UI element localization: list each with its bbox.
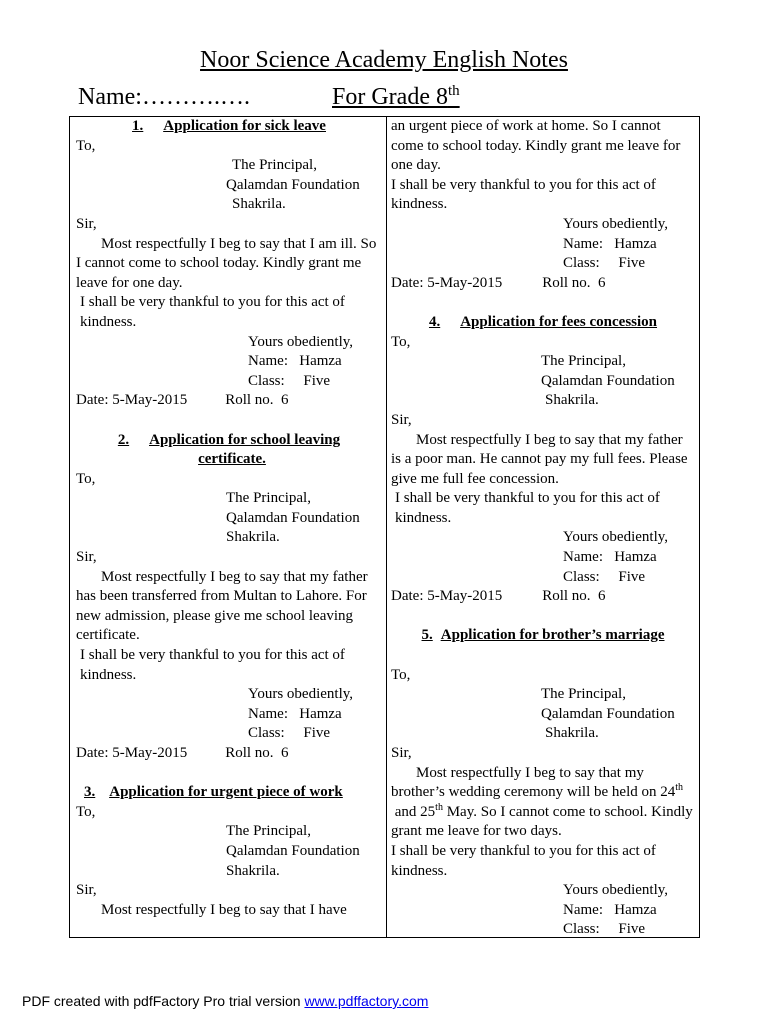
thanks-line: I shall be very thankful to you for this act of kindness. xyxy=(395,490,660,526)
thanks-line: I shall be very thankful to you for this act of kindness. xyxy=(80,294,345,330)
recipient-line: Qalamdan Foundation xyxy=(541,372,675,389)
application-4-heading: 4. Application for fees concession xyxy=(428,313,658,330)
application-body: Most respectfully I beg to say that I have xyxy=(101,901,347,918)
recipient-line: Shakrila. xyxy=(545,725,599,742)
signoff-name: Name: Hamza xyxy=(563,549,657,566)
signoff: Yours obediently, xyxy=(248,686,354,703)
signoff: Yours obediently, xyxy=(563,215,669,232)
recipient-line: The Principal, xyxy=(226,490,311,507)
application-body-cont: an urgent piece of work at home. So I cannot come to school today. Kindly grant me leave for one day. xyxy=(391,118,681,174)
signoff-class: Class: Five xyxy=(563,255,646,272)
salutation-to: To, xyxy=(76,803,96,820)
salutation-sir: Sir, xyxy=(391,411,412,428)
signoff-name: Name: Hamza xyxy=(563,901,657,918)
signoff-name: Name: Hamza xyxy=(563,235,657,252)
salutation-sir: Sir, xyxy=(76,882,97,899)
salutation-sir: Sir, xyxy=(76,549,97,566)
signoff: Yours obediently, xyxy=(248,333,354,350)
pdf-footer xyxy=(22,993,428,1009)
date-roll-line: Date: 5-May-2015 Roll no. 6 xyxy=(391,588,606,605)
application-body: Most respectfully I beg to say that my father is a poor man. He cannot pay my full fees. Please give me full fee concession. xyxy=(391,431,688,487)
recipient-line: Qalamdan Foundation xyxy=(541,705,675,722)
recipient-line: Shakrila. xyxy=(226,862,280,879)
application-2-heading-cont: certificate. xyxy=(198,451,266,468)
recipient-line: Shakrila. xyxy=(545,392,599,409)
recipient-line: Qalamdan Foundation xyxy=(226,842,360,859)
thanks-line: I shall be very thankful to you for this act of kindness. xyxy=(391,842,656,879)
signoff-name: Name: Hamza xyxy=(248,705,342,722)
recipient-line: Qalamdan Foundation xyxy=(226,509,360,526)
application-body: Most respectfully I beg to say that my brother’s wedding ceremony will be held on 24th and 25th May. So I cannot come to school. Kindly grant me leave for two days. xyxy=(391,764,693,840)
signoff-class: Class: Five xyxy=(563,568,646,585)
recipient-line: The Principal, xyxy=(232,157,317,174)
recipient-line: The Principal, xyxy=(541,353,626,370)
application-1-heading: 1. Application for sick leave xyxy=(132,118,326,134)
subheader xyxy=(78,82,708,112)
right-column xyxy=(391,117,695,940)
signoff: Yours obediently, xyxy=(563,529,669,546)
left-column xyxy=(76,117,382,920)
signoff-name: Name: Hamza xyxy=(248,353,342,370)
thanks-line: I shall be very thankful to you for this act of kindness. xyxy=(80,647,345,683)
salutation-sir: Sir, xyxy=(76,215,97,232)
grade-label: For Grade 8th xyxy=(332,83,460,110)
salutation-to: To, xyxy=(76,137,96,154)
salutation-to: To, xyxy=(391,666,411,683)
application-3-heading: 3. Application for urgent piece of work xyxy=(84,784,343,801)
salutation-sir: Sir, xyxy=(391,745,412,761)
salutation-to: To, xyxy=(391,333,411,350)
recipient-line: Qalamdan Foundation xyxy=(226,176,360,193)
column-divider xyxy=(386,117,387,937)
page-title: Noor Science Academy English Notes xyxy=(200,47,568,73)
date-roll-line: Date: 5-May-2015 Roll no. 6 xyxy=(76,745,289,761)
signoff-class: Class: Five xyxy=(248,372,331,389)
thanks-line: I shall be very thankful to you for this act of kindness. xyxy=(391,176,656,213)
date-roll-line: Date: 5-May-2015 Roll no. 6 xyxy=(76,392,289,409)
application-body: Most respectfully I beg to say that my father has been transferred from Multan to Lahore. For new admission, please give me school leaving certificate. xyxy=(76,568,368,644)
recipient-line: The Principal, xyxy=(226,823,311,840)
application-5-heading: 5. Application for brother’s marriage xyxy=(421,627,665,644)
pdffactory-link[interactable]: www.pdffactory.com xyxy=(304,993,429,1009)
date-roll-line: Date: 5-May-2015 Roll no. 6 xyxy=(391,274,606,291)
recipient-line: The Principal, xyxy=(541,686,626,703)
signoff: Yours obediently, xyxy=(563,882,669,899)
recipient-line: Shakrila. xyxy=(232,196,286,213)
salutation-to: To, xyxy=(76,470,96,487)
application-2-heading: 2. Application for school leaving xyxy=(117,431,341,448)
application-body: Most respectfully I beg to say that I am ill. So I cannot come to school today. Kindly grant me leave for one day. xyxy=(76,235,377,291)
signoff-class: Class: Five xyxy=(563,921,646,938)
name-field-label: Name:……….…. xyxy=(78,84,250,110)
signoff-class: Class: Five xyxy=(248,725,331,742)
recipient-line: Shakrila. xyxy=(226,529,280,546)
footer-text: PDF created with pdfFactory Pro trial version xyxy=(22,993,305,1009)
